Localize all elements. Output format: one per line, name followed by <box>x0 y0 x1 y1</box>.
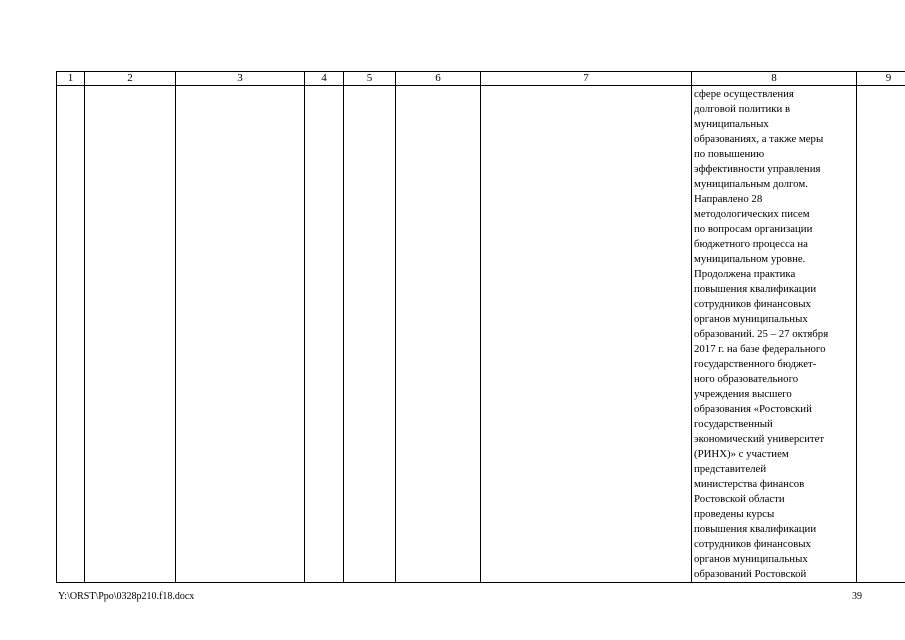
text-line: ного образовательного <box>694 373 799 385</box>
cell-col-2 <box>85 86 176 583</box>
text-line: муниципальных <box>694 118 769 130</box>
page-number: 39 <box>852 591 862 602</box>
column-8-text <box>692 86 856 582</box>
column-header-5: 5 <box>344 72 396 86</box>
cell-col-5 <box>344 86 396 583</box>
text-line: муниципальным долгом. <box>694 178 808 190</box>
text-line: учреждения высшего <box>694 388 792 400</box>
cell-col-1 <box>57 86 85 583</box>
column-header-6: 6 <box>396 72 481 86</box>
text-line: министерства финансов <box>694 478 805 490</box>
cell-col-7 <box>481 86 692 583</box>
cell-col-6 <box>396 86 481 583</box>
text-line: (РИНХ)» с участием <box>694 448 789 460</box>
footer-file-path: Y:\ORST\Ppo\0328p210.f18.docx <box>58 591 195 602</box>
column-header-3: 3 <box>176 72 305 86</box>
text-line: муниципальном уровне. <box>694 253 806 265</box>
text-line: по повышению <box>694 148 765 160</box>
column-header-1: 1 <box>57 72 85 86</box>
text-line: Ростовской области <box>694 493 785 505</box>
text-line: органов муниципальных <box>694 313 808 325</box>
table-row <box>57 86 905 583</box>
column-header-7: 7 <box>481 72 692 86</box>
text-line: Направлено 28 <box>694 193 763 205</box>
text-line: образований. 25 – 27 октября <box>694 328 829 340</box>
text-line: образования «Ростовский <box>694 403 812 415</box>
text-line: образований Ростовской <box>694 568 807 580</box>
text-line: государственного бюджет- <box>694 358 817 370</box>
text-line: сотрудников финансовых <box>694 538 811 550</box>
text-line: государственный <box>694 418 773 430</box>
column-header-4: 4 <box>305 72 344 86</box>
cell-col-9 <box>857 86 905 583</box>
text-line: повышения квалификации <box>694 523 817 535</box>
text-line: эффективности управления <box>694 163 821 175</box>
document-table <box>56 71 905 583</box>
text-line: долговой политики в <box>694 103 791 115</box>
text-line: повышения квалификации <box>694 283 817 295</box>
column-number-row <box>57 72 905 86</box>
text-line: органов муниципальных <box>694 553 808 565</box>
cell-col-8 <box>692 86 857 583</box>
text-line: методологических писем <box>694 208 810 220</box>
column-header-9: 9 <box>857 72 905 86</box>
text-line: представителей <box>694 463 767 475</box>
column-header-8: 8 <box>692 72 857 86</box>
column-header-2: 2 <box>85 72 176 86</box>
text-line: экономический университет <box>694 433 825 445</box>
text-line: по вопросам организации <box>694 223 813 235</box>
text-line: Продолжена практика <box>694 268 796 280</box>
text-line: проведены курсы <box>694 508 775 520</box>
text-line: 2017 г. на базе федерального <box>694 343 826 355</box>
text-line: образованиях, а также меры <box>694 133 824 145</box>
cell-col-4 <box>305 86 344 583</box>
text-line: бюджетного процесса на <box>694 238 808 250</box>
text-line: сфере осуществления <box>694 88 794 100</box>
text-line: сотрудников финансовых <box>694 298 811 310</box>
cell-col-3 <box>176 86 305 583</box>
